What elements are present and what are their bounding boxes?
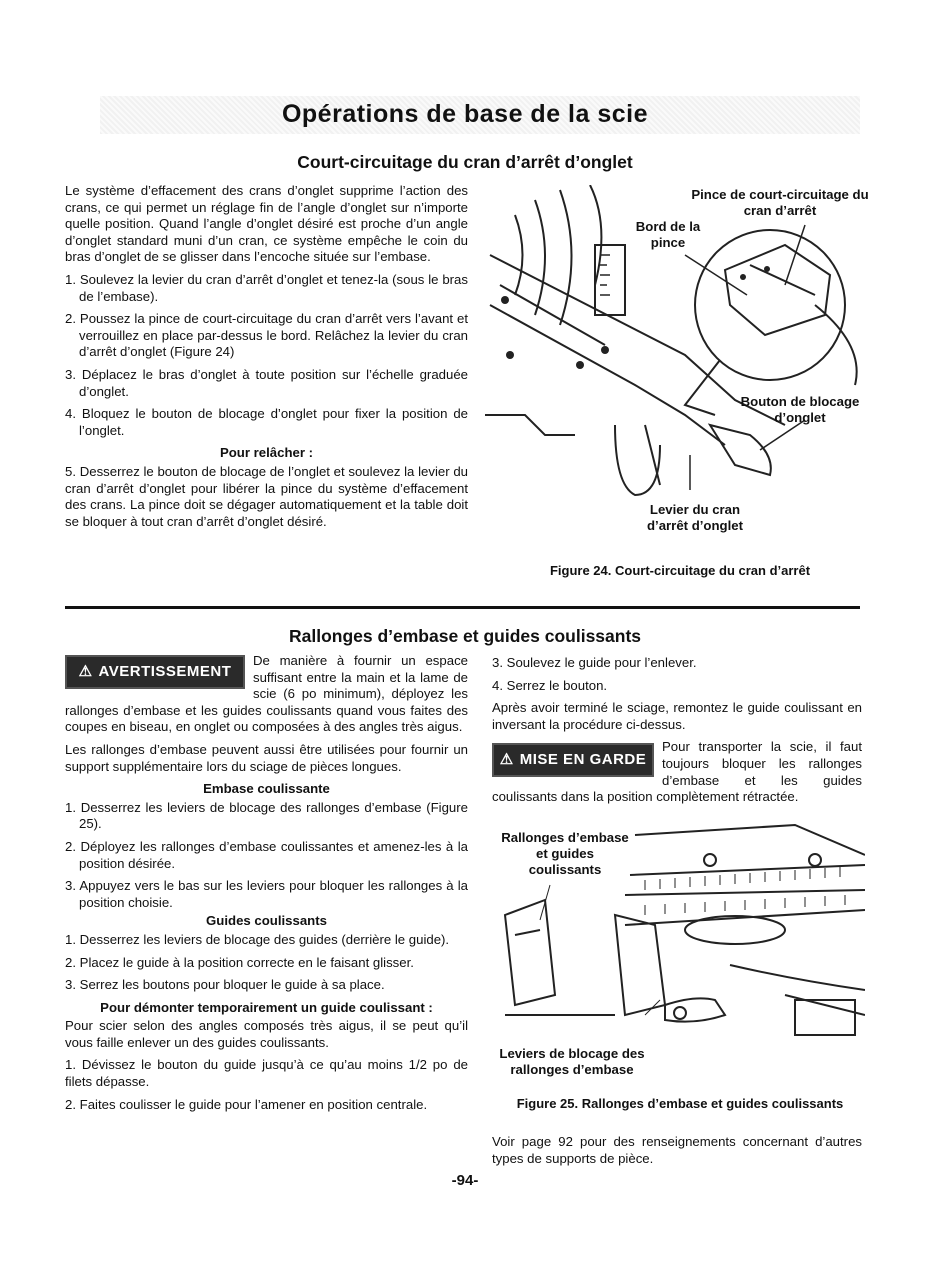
extension-support-paragraph: Les rallonges d’embase peuvent aussi être utilisées pour fournir un support supplémentaire lors du sciage de pièces longues. [65, 741, 468, 774]
caution-label [492, 743, 654, 777]
callout-clamp-edge: Bord de la pince [635, 219, 701, 250]
remove-step: 2. Faites coulisser le guide pour l’amener en position centrale. [65, 1096, 428, 1112]
caution-label-text: MISE EN GARDE [519, 751, 647, 769]
warning-box [65, 655, 245, 689]
section-divider [65, 606, 860, 609]
section2-left-text [65, 653, 468, 1119]
caution-text: Pour transporter la scie, il faut toujours bloquer les rallonges d’embase et les guides coulissants dans la position complètement rétractée. [492, 739, 862, 805]
guides-step: 3. Serrez les boutons pour bloquer le guide à sa place. [65, 977, 385, 993]
step-item: 3. Déplacez le bras d’onglet à toute position sur l’échelle graduée d’onglet. [65, 366, 468, 399]
after-text: Après avoir terminé le sciage, remontez le guide coulissant en inversant la procédure ci-dessus. [492, 700, 862, 732]
warning-triangle-icon: ⚠ [78, 662, 93, 680]
step-item: 2. Poussez la pince de court-circuitage du cran d’arrêt vers l’avant et verrouillez en place par-dessus le bord. Relâchez la levier du cran d’arrêt d’onglet (Figure 24) [65, 311, 468, 360]
release-heading: Pour relâcher : [219, 445, 314, 461]
page-number: -94- [451, 1172, 479, 1189]
remove-step: 4. Serrez le bouton. [492, 677, 608, 693]
callout-base-extensions: Rallonges d’embase et guides coulissants [501, 830, 629, 877]
section2-right-text [492, 655, 862, 812]
intro-paragraph: Le système d’effacement des crans d’onglet supprime l’action des crans, ce qui permet un réglage fin de l’angle d’onglet sur n’importe quelle position. Quand l’angle d’onglet désiré est proche d’un angle d’onglet standard muni d’un cran, ce système empêche le coin du bras d’onglet de se glisser dans l’encoche située sur l’embase. [65, 183, 468, 265]
step-item: 1. Soulevez la levier du cran d’arrêt d’onglet et tenez-la (sous le bras de l’embase). [65, 271, 468, 304]
guides-step: 2. Placez le guide à la position correcte en le faisant glisser. [65, 954, 414, 970]
guides-step: 1. Desserrez les leviers de blocage des guides (derrière le guide). [65, 931, 450, 947]
figure-25-caption: Figure 25. Rallonges d’embase et guides coulissants [516, 1096, 844, 1111]
base-step: 2. Déployez les rallonges d’embase coulissantes et amenez-les à la position désirée. [65, 838, 468, 871]
base-step: 1. Desserrez les leviers de blocage des rallonges d’embase (Figure 25). [65, 799, 468, 832]
callout-miter-lock-knob: Bouton de blocage d’onglet [740, 394, 860, 425]
section-heading-base-extensions: Rallonges d’embase et guides coulissants [288, 626, 642, 646]
section-heading-detent-override: Court-circuitage du cran d’arrêt d’onglet [297, 152, 633, 172]
callout-extension-levers: Leviers de blocage des rallonges d’embase [499, 1046, 645, 1077]
figure-24-caption: Figure 24. Court-circuitage du cran d’arrêt [549, 563, 811, 578]
base-heading: Embase coulissante [203, 781, 330, 797]
warning-label-text: AVERTISSEMENT [98, 662, 232, 680]
base-step: 3. Appuyez vers le bas sur les leviers pour bloquer les rallonges à la position choisie. [65, 878, 468, 910]
caution-box [492, 743, 654, 777]
section1-text [65, 183, 468, 536]
page-title: Opérations de base de la scie [281, 100, 649, 128]
guides-heading: Guides coulissants [206, 913, 327, 929]
warning-label [65, 655, 245, 689]
see-page-text [492, 1134, 862, 1173]
remove-intro: Pour scier selon des angles composés très aigus, il se peut qu’il vous faille enlever un des guides coulissants. [65, 1018, 468, 1050]
release-text: 5. Desserrez le bouton de blocage de l’onglet et soulevez la levier du cran d’arrêt d’onglet pour libérer la pince du système d’effacement des crans. La pince doit se dégager automatiquement et la table doit se bloquer à tout cran d’arrêt d’onglet désiré. [65, 463, 468, 529]
see-page-paragraph: Voir page 92 pour des renseignements concernant d’autres types de supports de pièce. [492, 1134, 862, 1166]
warning-triangle-icon: ⚠ [499, 751, 514, 769]
remove-heading: Pour démonter temporairement un guide coulissant : [100, 999, 433, 1015]
remove-step: 3. Soulevez le guide pour l’enlever. [492, 655, 697, 670]
callout-detent-lever: Levier du cran d’arrêt d’onglet [647, 502, 743, 533]
remove-step: 1. Dévissez le bouton du guide jusqu’à ce qu’au moins 1/2 po de filets dépasse. [65, 1057, 468, 1090]
step-item: 4. Bloquez le bouton de blocage d’onglet pour fixer la position de l’onglet. [65, 406, 468, 438]
warning-text: De manière à fournir un espace suffisant entre la main et la lame de scie (6 po minimum), déployez les rallonges d’embase et les guides coulissants quand vous faites des coupes en biseau, en onglet ou composées à des angles très aigus. [65, 653, 468, 735]
callout-detent-clamp: Pince de court-circuitage du cran d’arrêt [691, 187, 869, 218]
